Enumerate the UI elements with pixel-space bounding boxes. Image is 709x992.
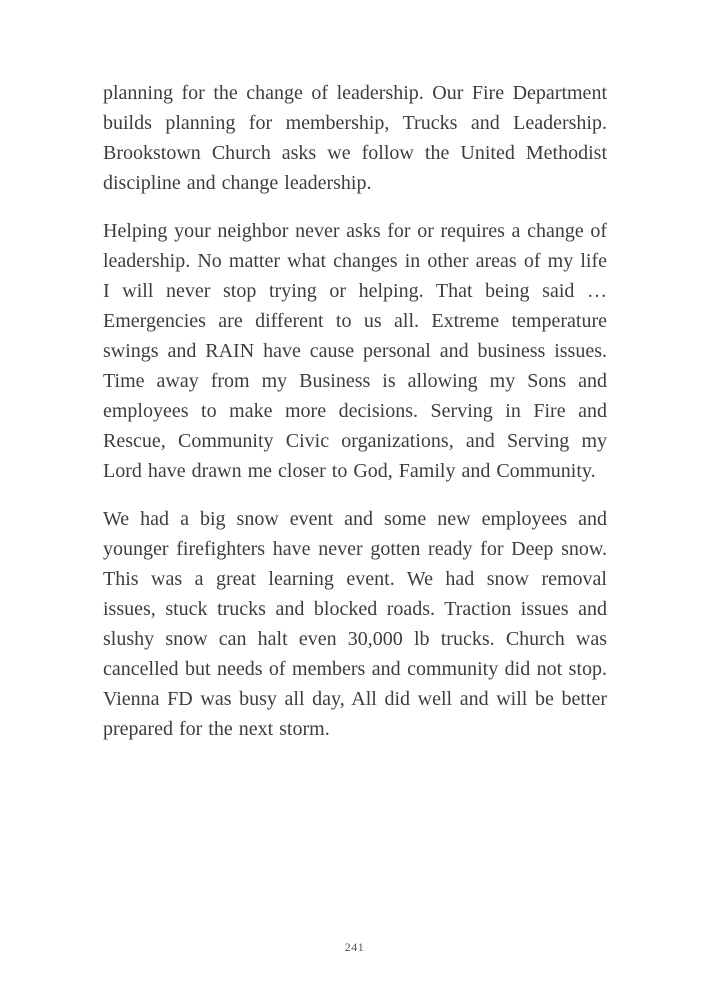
paragraph-2: Helping your neighbor never asks for or requires a change of leadership. No matter what changes in other areas of my life I will never stop trying or helping. That being said … Emergencies are different to us all. Extreme temperature swings and RAIN have cause personal and business issues. Time away from my Business is allowing my Sons and employees to make more decisions. Serving in Fire and Rescue, Community Civic organizations, and Serving my Lord have drawn me closer to God, Family and Community. xyxy=(103,220,607,482)
paragraph-3: We had a big snow event and some new employees and younger firefighters have never gotten ready for Deep snow. This was a great learning event. We had snow removal issues, stuck trucks and blocked roads. Traction issues and slushy snow can halt even 30,000 lb trucks. Church was cancelled but needs of members and community did not stop. Vienna FD was busy all day, All did well and will be better prepared for the next storm. xyxy=(103,508,607,740)
page-footer xyxy=(0,938,709,956)
text-block xyxy=(103,78,607,762)
paragraph-1: planning for the change of leadership. Our Fire Department builds planning for membership, Trucks and Leadership. Brookstown Church asks we follow the United Methodist discipline and change leadership. xyxy=(103,82,607,194)
page-number: 241 xyxy=(344,940,365,954)
